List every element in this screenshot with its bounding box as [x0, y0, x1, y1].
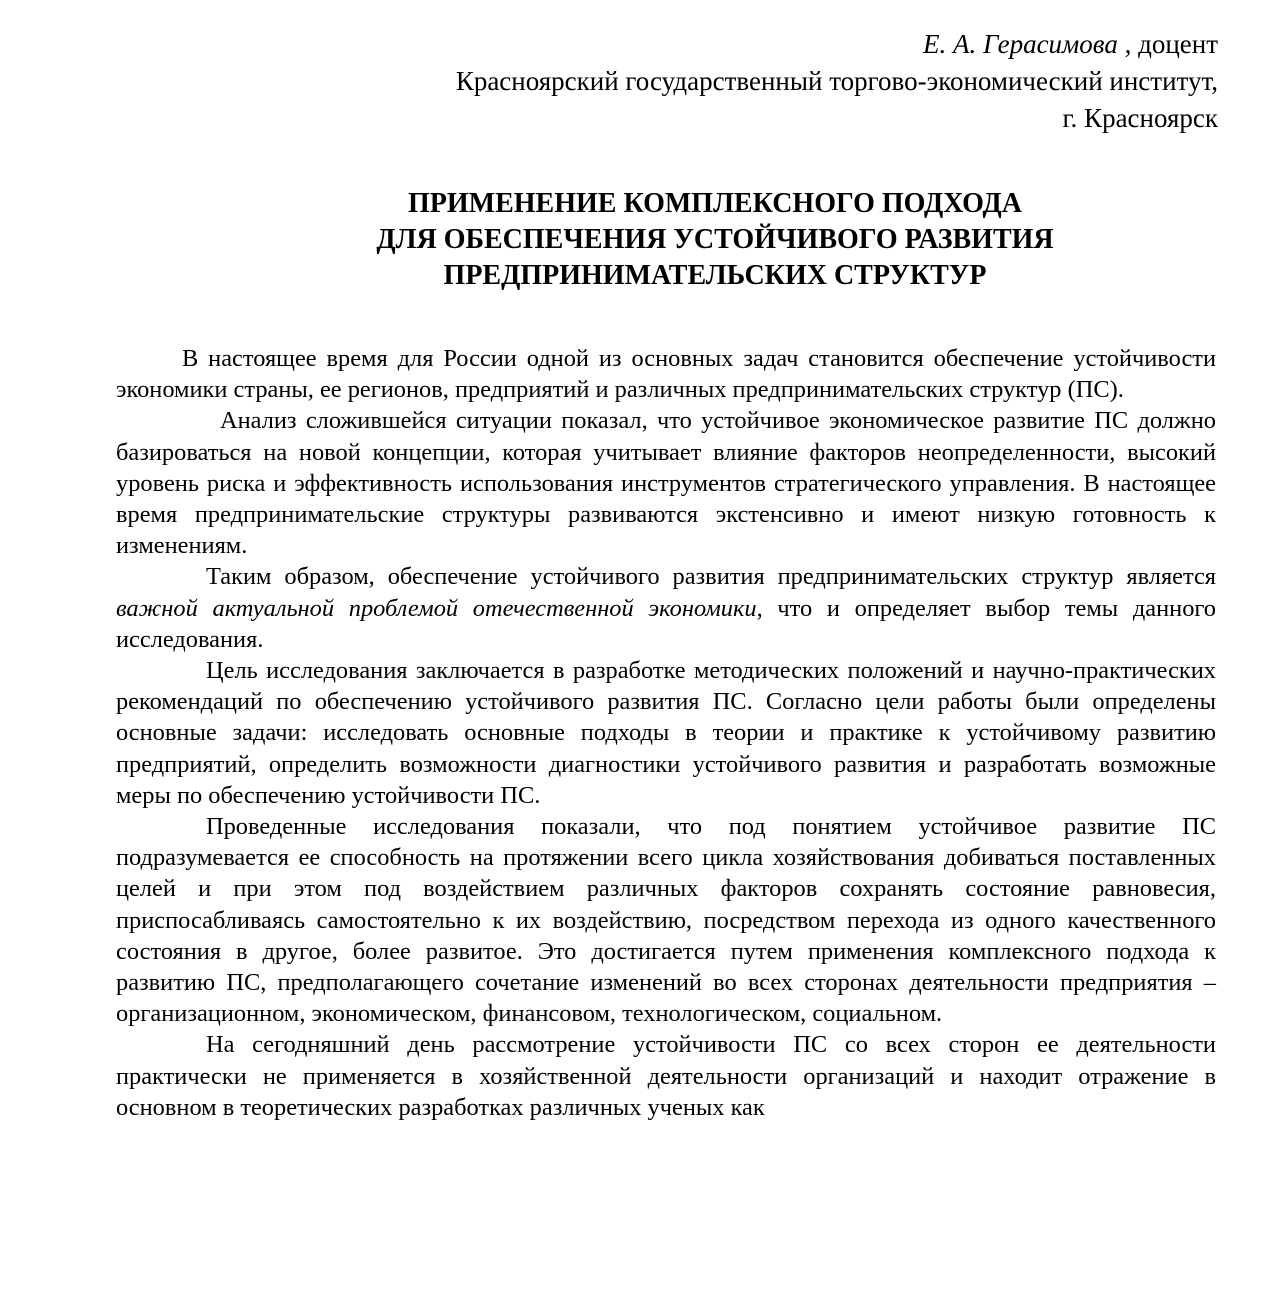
- paragraph-3-end: , что и определяет выбор темы данного исследования.: [116, 594, 1216, 653]
- title-line-2: ДЛЯ ОБЕСПЕЧЕНИЯ УСТОЙЧИВОГО РАЗВИТИЯ: [376, 224, 1054, 255]
- title-line-3: ПРЕДПРИНИМАТЕЛЬСКИХ СТРУКТУР: [443, 260, 987, 291]
- paragraph-6: На сегодняшний день рассмотрение устойчивости ПС со всех сторон ее деятельности практически не применяется в хозяйственной деятельности организаций и находит отражение в основном в теоретических разработках различных ученых как: [116, 1031, 1216, 1121]
- paragraph-4: Цель исследования заключается в разработке методических положений и научно-практических рекомендаций по обеспечению устойчивого развития ПС. Согласно цели работы были определены основные задачи: исследовать основные подходы в теории и практике к устойчивому развитию предприятий, определить возможности диагностики устойчивого развития и разработать возможные меры по обеспечению устойчивости ПС.: [116, 657, 1216, 809]
- paragraph-3-emphasis: важной актуальной проблемой отечественной экономики: [116, 594, 757, 622]
- author-block: [456, 26, 1218, 137]
- paragraph-1: В настоящее время для России одной из основных задач становится обеспечение устойчивости экономики страны, ее регионов, предприятий и различных предпринимательских структур (ПС).: [116, 345, 1216, 404]
- author-line: [456, 26, 1218, 63]
- author-name: Е. А. Герасимова: [923, 29, 1118, 59]
- body-text: [116, 343, 1216, 1123]
- title-line-1: ПРИМЕНЕНИЕ КОМПЛЕКСНОГО ПОДХОДА: [408, 188, 1022, 219]
- paragraph-3: [116, 561, 1216, 655]
- author-rank: , доцент: [1117, 29, 1218, 59]
- institution: Красноярский государственный торгово-экономический институт,: [455, 66, 1218, 96]
- paragraph-3-start: Таким образом, обеспечение устойчивого развития предпринимательских структур является: [206, 563, 1216, 591]
- paragraph-2: Анализ сложившейся ситуации показал, что устойчивое экономическое развитие ПС должно базироваться на новой концепции, которая учитывает влияние факторов неопределенности, высокий уровень риска и эффективность использования инструментов стратегического управления. В настоящее время предпринимательские структуры развиваются экстенсивно и имеют низкую готовность к изменениям.: [116, 407, 1216, 560]
- city: г. Красноярск: [1062, 103, 1218, 133]
- paper-title: [200, 186, 1230, 294]
- paragraph-5: Проведенные исследования показали, что под понятием устойчивое развитие ПС подразумевается ее способность на протяжении всего цикла хозяйствования добиваться поставленных целей и при этом под воздействием различных факторов сохранять состояние равновесия, приспосабливаясь самостоятельно к их воздействию, посредством перехода из одного качественного состояния в другое, более развитое. Это достигается путем применения комплексного подхода к развитию ПС, предполагающего сочетание изменений во всех сторонах деятельности предприятия – организационном, экономическом, финансовом, технологическом, социальном.: [116, 813, 1216, 1028]
